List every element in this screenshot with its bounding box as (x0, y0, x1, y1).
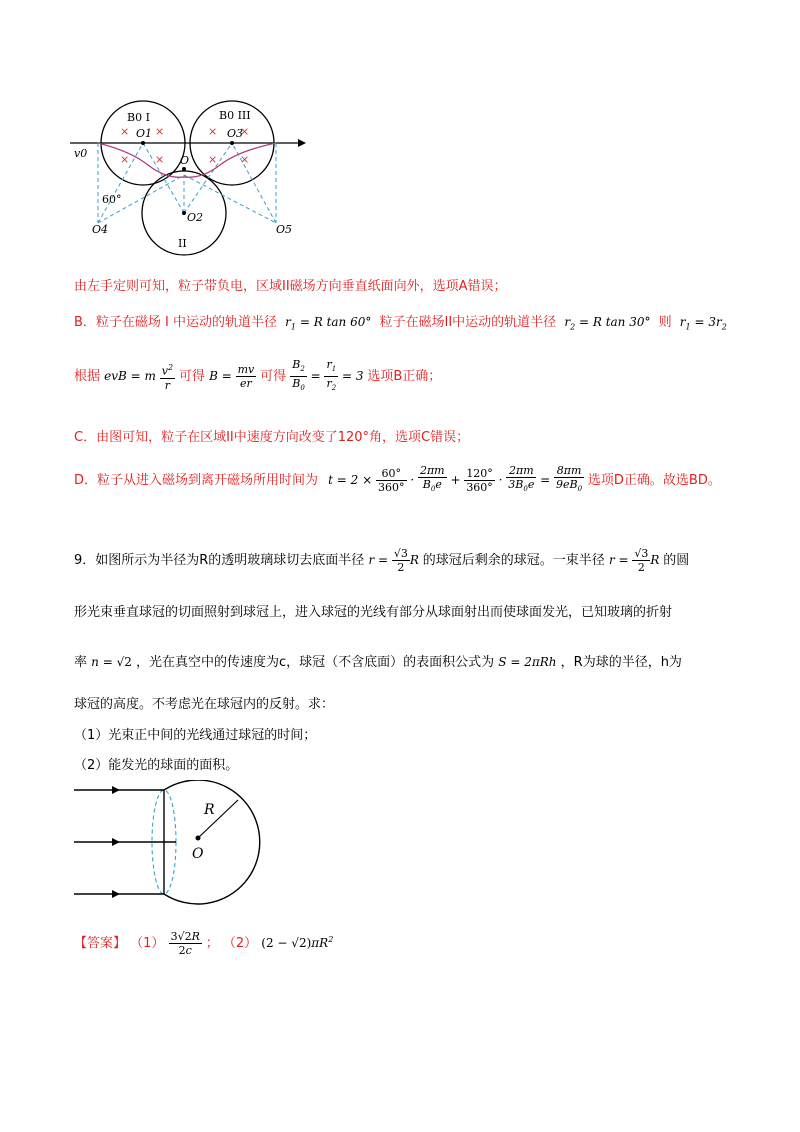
svg-text:×: × (120, 125, 130, 138)
solution-line-c: C．由图可知，粒子在区域II中速度方向改变了120°角，选项C错误； (74, 430, 470, 445)
text: 可得 (178, 369, 205, 384)
ray-arrow-icon (112, 890, 120, 898)
label-o: O (180, 154, 190, 167)
svg-text:×: × (208, 153, 218, 166)
cap-outline (164, 780, 260, 904)
eq-area: S = 2πRh (498, 655, 557, 669)
problem9-line1 (74, 540, 689, 580)
problem9-q1: （1）光束正中间的光线通过球冠的时间； (74, 728, 317, 743)
label-v0: v0 (74, 147, 88, 160)
eq-n: n = √2 (91, 655, 132, 669)
svg-text:×: × (155, 125, 165, 138)
svg-text:×: × (240, 125, 250, 138)
eq-ratio: $\frac{B_2}{B_0}$ = $\frac{r_1}{r_2}$ = 3 (292, 357, 368, 393)
text: 选项B正确； (367, 369, 442, 384)
problem9-line4: 球冠的高度。不考虑光在球冠内的反射。求： (74, 697, 335, 712)
solution-line-a: 由左手定则可知，粒子带负电，区域II磁场方向垂直纸面向外，选项A错误； (74, 279, 507, 294)
ray-arrow-icon (112, 786, 120, 794)
answer-line (74, 920, 333, 960)
svg-text:×: × (240, 153, 250, 166)
text: 的圆 (663, 553, 690, 568)
label-ii: II (178, 237, 187, 250)
problem9-q2: （2）能发光的球面的面积。 (74, 758, 239, 773)
eq-r1-r2: $r_1 = 3r_2$ (679, 315, 727, 332)
label-o4: O4 (92, 223, 109, 236)
text: ，R为球的半径，h为 (560, 655, 682, 670)
label-b0-iii: B0 III (219, 109, 251, 122)
label-center: O (192, 846, 204, 862)
ray-arrow-icon (112, 838, 120, 846)
eq-r2: $r_2 = R$ tan 30° (564, 315, 651, 332)
eq-lorentz: evB = m $\frac{v^2}{r}$ (104, 363, 174, 392)
text: （2） (222, 936, 258, 951)
eq-b: B = $\frac{mv}{er}$ (209, 363, 255, 390)
eq-r-beam: r = $\frac{√3}{2}$ R (608, 547, 660, 574)
text: 的球冠后剩余的球冠。一束半径 (422, 553, 605, 568)
solution-line-b2 (74, 356, 441, 396)
answer-1: $\frac{3√2R}{2c}$ (170, 930, 200, 957)
problem9-line3 (74, 653, 682, 672)
spherical-cap-figure (70, 780, 290, 910)
magnetic-field-figure (70, 95, 310, 265)
text: 根据 (74, 369, 101, 384)
eq-r-cap: r = $\frac{√3}{2}$ R (368, 547, 419, 574)
text: D．粒子从进入磁场到离开磁场所用时间为 (74, 473, 319, 488)
label-o3: O3 (227, 127, 244, 140)
label-o2: O2 (187, 211, 204, 224)
text: 可得 (260, 369, 287, 384)
label-o1: O1 (136, 127, 153, 140)
svg-text:×: × (120, 153, 130, 166)
text: ，光在真空中的传速度为c，球冠（不含底面）的表面积公式为 (136, 655, 495, 670)
text: ； (205, 936, 219, 951)
text: 则 (658, 315, 672, 330)
eq-time: t = 2 × $\frac{60^\circ}{360^\circ}$ · $\frac{2\pi m}{B_0e}$ + $\frac{120^\circ}{360^\circ}$ · $\frac{2\pi m}{3B_0e}$ = $\frac{8\pi m}{9eB_0}$ (328, 464, 583, 494)
answer-tag: 【答案】 (74, 936, 127, 951)
label-o5: O5 (276, 223, 293, 236)
label-b0-i: B0 I (127, 111, 150, 124)
svg-text:×: × (155, 153, 165, 166)
text: B．粒子在磁场 I 中运动的轨道半径 (74, 315, 278, 330)
solution-line-b (74, 313, 727, 336)
solution-line-d (74, 460, 721, 500)
text: 9．如图所示为半径为R的透明玻璃球切去底面半径 (74, 553, 365, 568)
text: 粒子在磁场II中运动的轨道半径 (379, 315, 557, 330)
text: （1） (130, 936, 165, 951)
label-angle: 60° (102, 193, 122, 206)
text: 率 (74, 655, 88, 670)
problem9-line2: 形光束垂直球冠的切面照射到球冠上，进入球冠的光线有部分从球面射出而使球面发光，已知玻璃的折射 (74, 605, 673, 620)
svg-text:×: × (208, 125, 218, 138)
axis-arrow-icon (298, 139, 306, 147)
text: 选项D正确。故选BD。 (587, 473, 721, 488)
answer-2: $(2 - √2)\pi R^2$ (261, 935, 334, 950)
eq-r1: $r_1 = R$ tan 60° (285, 315, 372, 332)
label-radius: R (204, 802, 215, 818)
